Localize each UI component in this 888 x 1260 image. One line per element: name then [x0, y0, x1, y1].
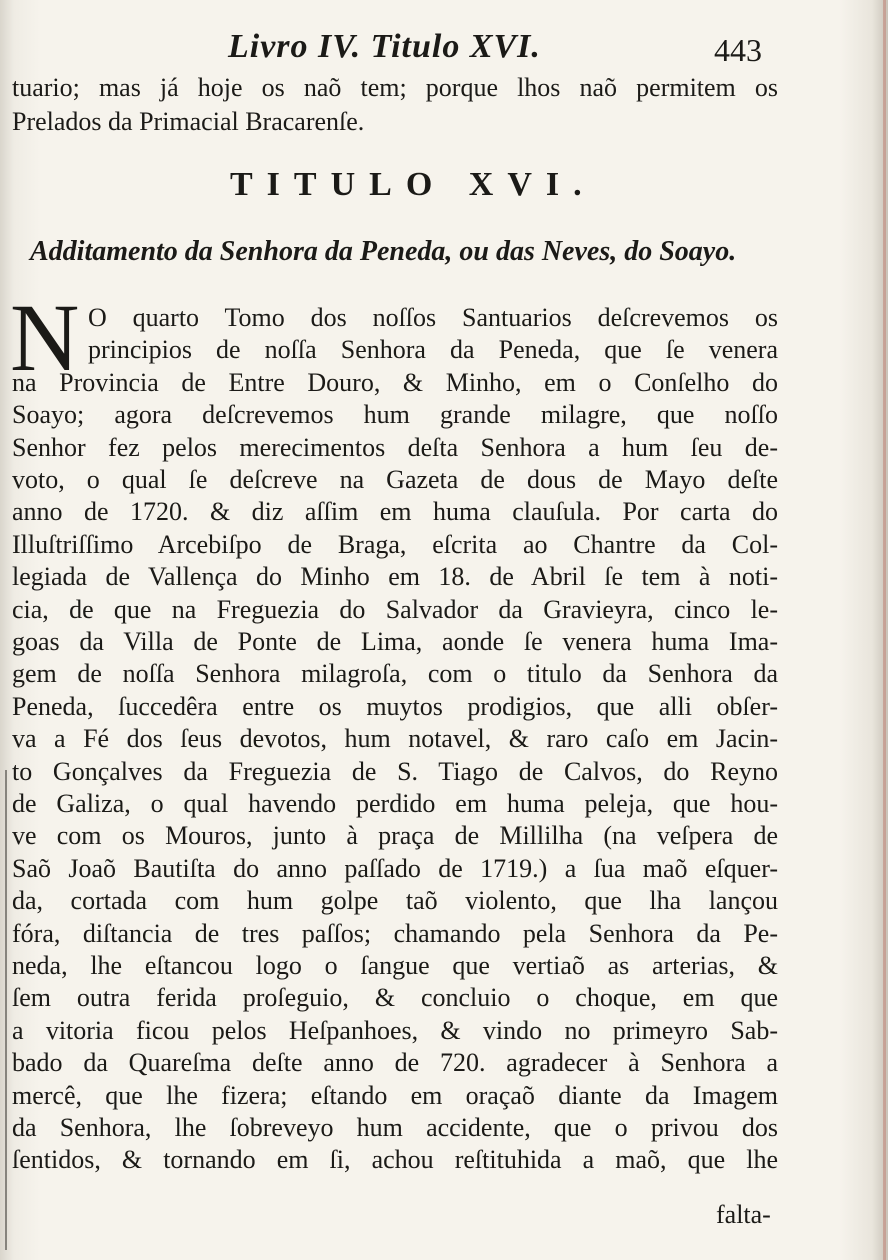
page-edge-stain — [883, 0, 886, 1260]
body-line: anno de 1720. & diz aſſim em huma clauſula. Por carta do — [12, 497, 778, 527]
body-line: Saõ Joaõ Bautiſta do anno paſſado de 1719.) a ſua maõ eſquer- — [12, 853, 778, 883]
running-head: Livro IV. Titulo XVI. — [228, 28, 541, 65]
section-title: TITULO XVI. — [230, 166, 596, 203]
body-line: ſentidos, & tornando em ſi, achou reſtituhida a maõ, que lhe — [12, 1145, 778, 1175]
body-line: ſem outra ferida proſeguio, & concluio o choque, em que — [12, 983, 778, 1013]
binding-shadow — [5, 770, 7, 1250]
body-line: Soayo; agora deſcrevemos hum grande milagre, que noſſo — [12, 400, 778, 430]
body-line: Illuſtriſſimo Arcebiſpo de Braga, eſcrita ao Chantre da Col- — [12, 529, 778, 559]
body-line: principios de noſſa Senhora da Peneda, que ſe venera — [88, 335, 778, 365]
section-subtitle: Additamento da Senhora da Peneda, ou das Neves, do Soayo. — [30, 236, 737, 267]
body-line: cia, de que na Freguezia do Salvador da Gravieyra, cinco le- — [12, 594, 778, 624]
catchword: falta- — [716, 1200, 771, 1229]
body-line: voto, o qual ſe deſcreve na Gazeta de dous de Mayo deſte — [12, 465, 778, 494]
page-number: 443 — [714, 32, 762, 68]
body-line: gem de noſſa Senhora milagroſa, com o titulo da Senhora da — [12, 659, 778, 689]
body-line: na Provincia de Entre Douro, & Minho, em o Conſelho do — [12, 367, 778, 397]
intro-line: tuario; mas já hoje os naõ tem; porque lhos naõ permitem os — [12, 73, 778, 102]
body-line: va a Fé dos ſeus devotos, hum notavel, & raro caſo em Jacin- — [12, 724, 778, 754]
body-line: bado da Quareſma deſte anno de 720. agradecer à Senhora a — [12, 1048, 778, 1078]
body-line: to Gonçalves da Freguezia de S. Tiago de Calvos, do Reyno — [12, 756, 778, 786]
body-line: O quarto Tomo dos noſſos Santuarios deſcrevemos os — [88, 303, 778, 332]
intro-line: Prelados da Primacial Bracarenſe. — [12, 107, 365, 136]
body-line: legiada de Vallença do Minho em 18. de Abril ſe tem à noti- — [12, 562, 778, 592]
body-line: goas da Villa de Ponte de Lima, aonde ſe venera huma Ima- — [12, 627, 778, 656]
drop-cap: N — [10, 284, 80, 391]
body-line: Peneda, ſuccedêra entre os muytos prodigios, que alli obſer- — [12, 691, 778, 721]
body-line: de Galiza, o qual havendo perdido em huma peleja, que hou- — [12, 789, 778, 818]
body-line: a vitoria ficou pelos Heſpanhoes, & vindo no primeyro Sab- — [12, 1015, 778, 1045]
body-line: da, cortada com hum golpe taõ violento, que lha lançou — [12, 886, 778, 916]
body-line: Senhor fez pelos merecimentos deſta Senhora a hum ſeu de- — [12, 432, 778, 462]
body-line: ve com os Mouros, junto à praça de Millilha (na veſpera de — [12, 821, 778, 851]
body-line: mercê, que lhe fizera; eſtando em oraçaõ diante da Imagem — [12, 1080, 778, 1110]
body-line: neda, lhe eſtancou logo o ſangue que vertiaõ as arterias, & — [12, 951, 778, 980]
body-line: fóra, diſtancia de tres paſſos; chamando pela Senhora da Pe- — [12, 918, 778, 948]
body-line: da Senhora, lhe ſobreveyo hum accidente, que o privou dos — [12, 1113, 778, 1142]
